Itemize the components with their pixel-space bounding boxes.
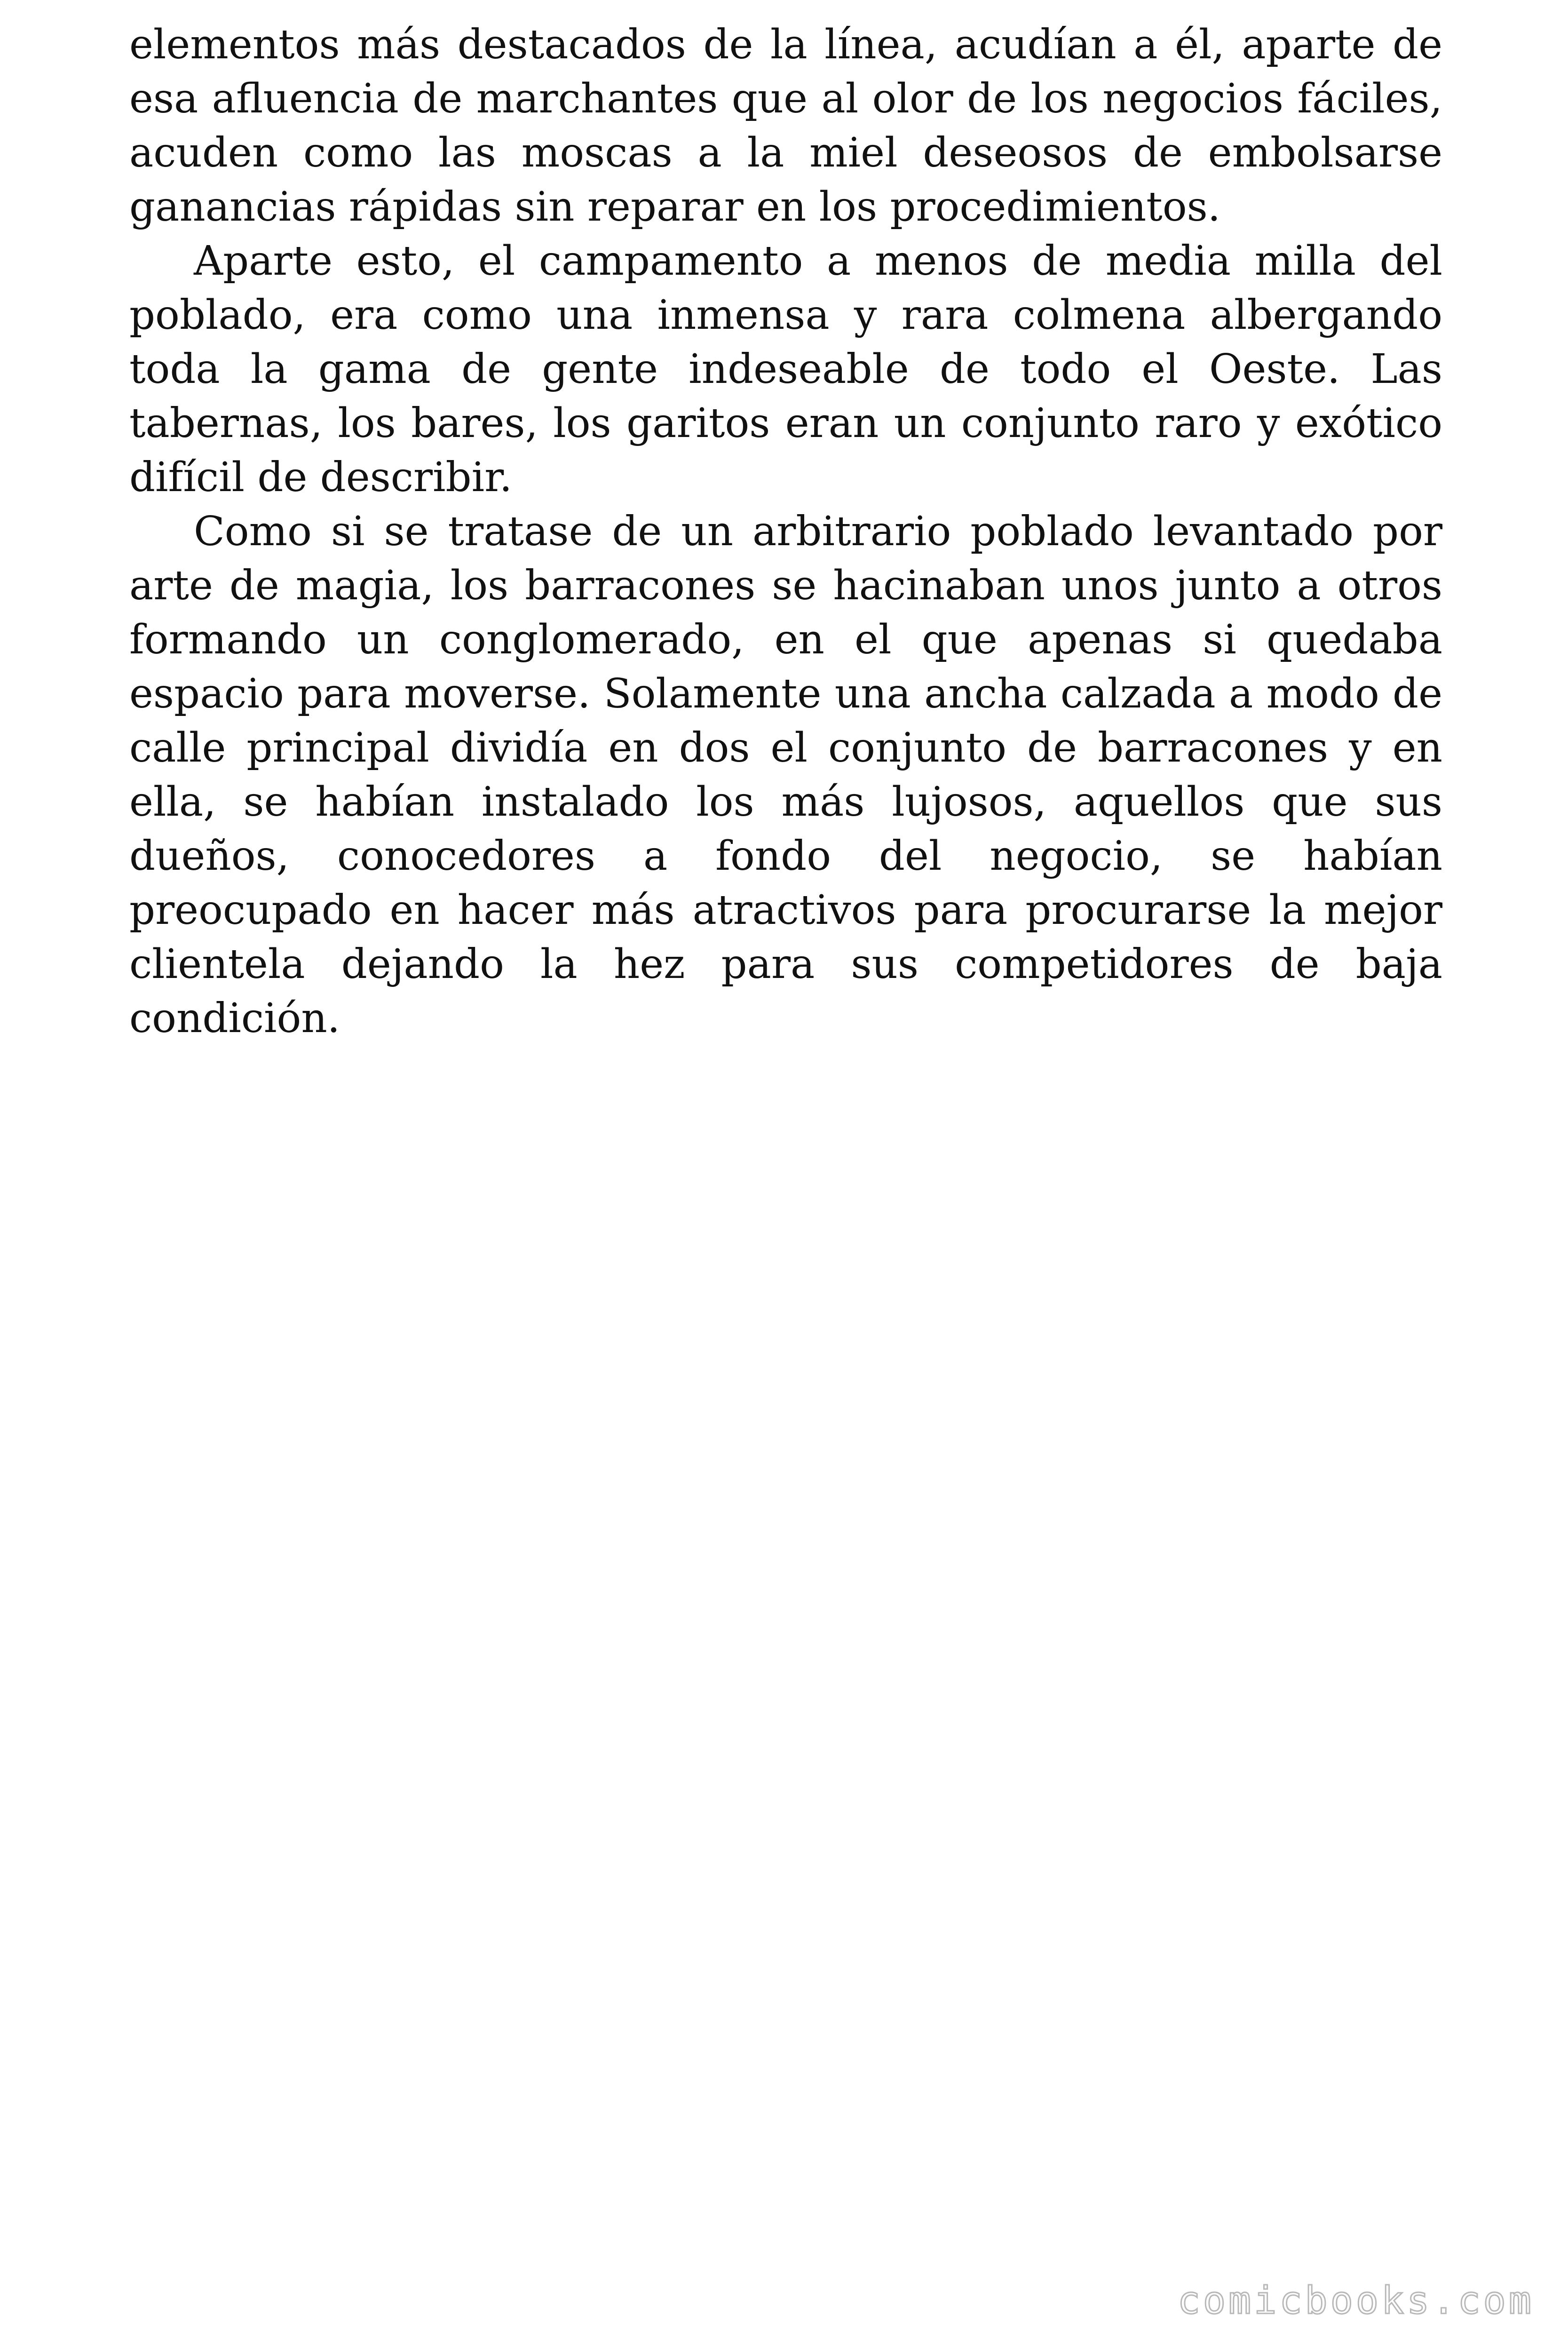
paragraph-barracks: Como si se tratase de un arbitrario poblado levantado por arte de magia, los barracones se hacinaban unos junto a otros formando un conglomerado, en el que apenas si quedaba espacio para moverse. Solamente una ancha calzada a modo de calle principal dividía en dos el conjunto de barracones y en ella, se habían instalado los más lujosos, aquellos que sus dueños, conocedores a fondo del negocio, se habían preocupado en hacer más atractivos para procurarse la mejor clientela dejando la hez para sus competidores de baja condición. [129, 508, 1442, 1042]
paragraph-continuation: elementos más destacados de la línea, acudían a él, aparte de esa afluencia de marchantes que al olor de los negocios fáciles, acuden como las moscas a la miel deseosos de embolsarse ganancias rápidas sin reparar en los procedimientos. [129, 21, 1442, 230]
paragraph-camp: Aparte esto, el campamento a menos de media milla del poblado, era como una inmensa y rara colmena albergando toda la gama de gente indeseable de todo el Oeste. Las tabernas, los bares, los garitos eran un conjunto raro y exótico difícil de describir. [129, 238, 1442, 501]
watermark: comicbooks.com [1177, 2279, 1534, 2322]
page-text [129, 18, 1442, 1046]
